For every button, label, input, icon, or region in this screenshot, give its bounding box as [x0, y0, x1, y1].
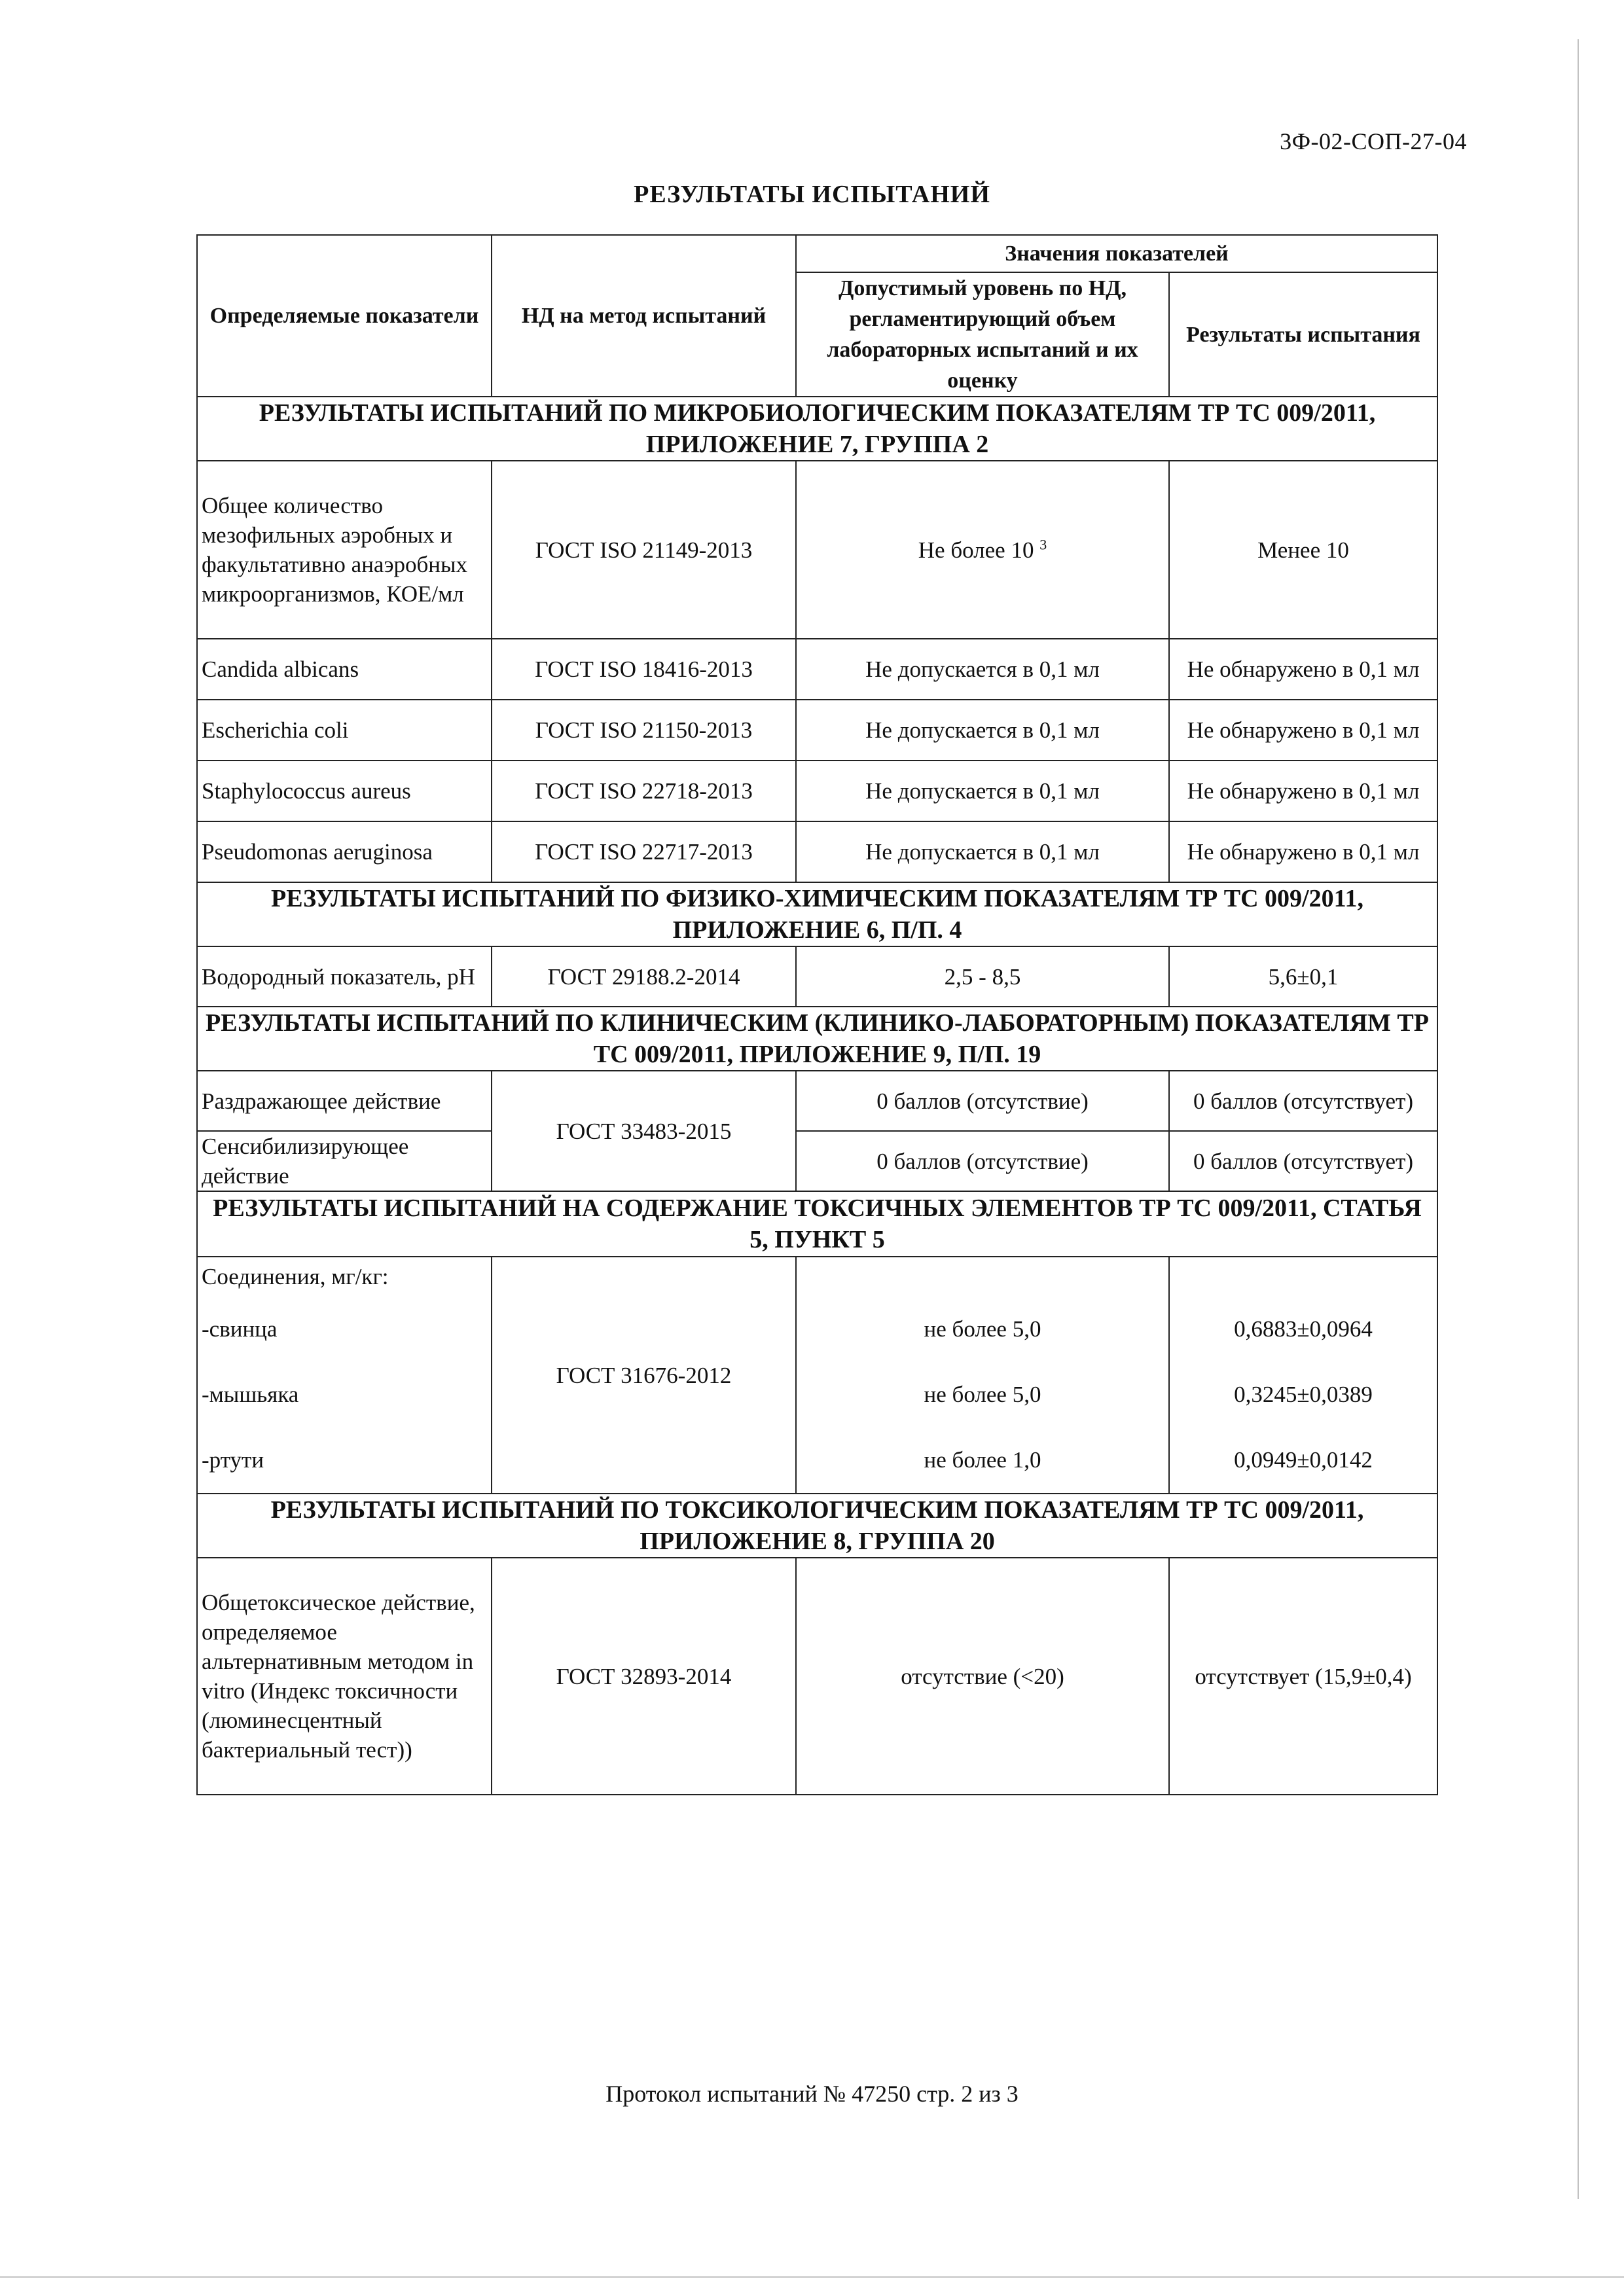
allowed-cell: Не допускается в 0,1 мл: [796, 761, 1169, 821]
result-cell: Менее 10: [1169, 461, 1437, 639]
header-result: Результаты испытания: [1169, 272, 1437, 397]
table-row: [197, 461, 1437, 639]
allowed-cell: [796, 461, 1169, 639]
method-cell: ГОСТ 29188.2-2014: [492, 946, 796, 1007]
results-table: [196, 234, 1438, 1795]
section-title: РЕЗУЛЬТАТЫ ИСПЫТАНИЙ ПО ФИЗИКО-ХИМИЧЕСКИМ ПОКАЗАТЕЛЯМ ТР ТС 009/2011, ПРИЛОЖЕНИЕ 6, П/П. 4: [197, 882, 1437, 946]
table-row: [197, 700, 1437, 761]
indicator-cell: Escherichia coli: [197, 700, 492, 761]
method-cell: ГОСТ 32893-2014: [492, 1558, 796, 1795]
method-cell: ГОСТ ISO 18416-2013: [492, 639, 796, 700]
allowed-value: не более 5,0: [924, 1382, 1041, 1407]
section-physico-chemical: [197, 882, 1437, 946]
table-row: [197, 761, 1437, 821]
header-method: НД на метод испытаний: [492, 235, 796, 397]
section-clinical: [197, 1007, 1437, 1071]
result-cell: 5,6±0,1: [1169, 946, 1437, 1007]
element-label: -мышьяка: [202, 1382, 299, 1407]
allowed-cell: [796, 1257, 1169, 1494]
allowed-cell: 0 баллов (отсутствие): [796, 1071, 1169, 1131]
element-label: -свинца: [202, 1316, 278, 1342]
section-title: РЕЗУЛЬТАТЫ ИСПЫТАНИЙ НА СОДЕРЖАНИЕ ТОКСИЧНЫХ ЭЛЕМЕНТОВ ТР ТС 009/2011, СТАТЬЯ 5, ПУНКТ 5: [197, 1191, 1437, 1257]
result-value: 0,0949±0,0142: [1234, 1447, 1373, 1473]
result-value: 0,3245±0,0389: [1234, 1382, 1373, 1407]
allowed-cell: 2,5 - 8,5: [796, 946, 1169, 1007]
allowed-cell: Не допускается в 0,1 мл: [796, 700, 1169, 761]
indicator-cell: [197, 1257, 492, 1494]
indicator-cell: Раздражающее действие: [197, 1071, 492, 1131]
allowed-cell: Не допускается в 0,1 мл: [796, 821, 1169, 882]
allowed-value: Не более 10: [918, 537, 1034, 563]
table-row: [197, 1558, 1437, 1795]
method-cell: ГОСТ ISO 21149-2013: [492, 461, 796, 639]
table-row: [197, 821, 1437, 882]
result-cell: [1169, 1257, 1437, 1494]
allowed-exponent: 3: [1039, 535, 1047, 552]
result-cell: 0 баллов (отсутствует): [1169, 1131, 1437, 1191]
element-label: -ртути: [202, 1447, 264, 1473]
method-cell: ГОСТ ISO 21150-2013: [492, 700, 796, 761]
indicator-cell: Общее количество мезофильных аэробных и факультативно анаэробных микроорганизмов, КОЕ/мл: [197, 461, 492, 639]
indicator-cell: Candida albicans: [197, 639, 492, 700]
section-title: РЕЗУЛЬТАТЫ ИСПЫТАНИЙ ПО ТОКСИКОЛОГИЧЕСКИМ ПОКАЗАТЕЛЯМ ТР ТС 009/2011, ПРИЛОЖЕНИЕ 8, ГРУППА 20: [197, 1494, 1437, 1558]
page-edge-bottom: [0, 2276, 1624, 2278]
table-row: [197, 1131, 1437, 1191]
group-label: Соединения, мг/кг:: [202, 1264, 389, 1289]
result-cell: Не обнаружено в 0,1 мл: [1169, 639, 1437, 700]
indicator-cell: Staphylococcus aureus: [197, 761, 492, 821]
table-row: [197, 1071, 1437, 1131]
header-indicator: Определяемые показатели: [197, 235, 492, 397]
result-cell: Не обнаружено в 0,1 мл: [1169, 761, 1437, 821]
result-cell: Не обнаружено в 0,1 мл: [1169, 821, 1437, 882]
indicator-cell: Водородный показатель, pH: [197, 946, 492, 1007]
result-value: 0,6883±0,0964: [1234, 1316, 1373, 1342]
table-row: [197, 946, 1437, 1007]
result-cell: Не обнаружено в 0,1 мл: [1169, 700, 1437, 761]
method-cell: ГОСТ 33483-2015: [492, 1071, 796, 1191]
allowed-cell: 0 баллов (отсутствие): [796, 1131, 1169, 1191]
table-row: [197, 639, 1437, 700]
section-title: РЕЗУЛЬТАТЫ ИСПЫТАНИЙ ПО МИКРОБИОЛОГИЧЕСКИМ ПОКАЗАТЕЛЯМ ТР ТС 009/2011, ПРИЛОЖЕНИЕ 7, ГРУППА 2: [197, 397, 1437, 461]
header-values-group: Значения показателей: [796, 235, 1437, 272]
indicator-cell: Pseudomonas aeruginosa: [197, 821, 492, 882]
allowed-cell: отсутствие (<20): [796, 1558, 1169, 1795]
section-title: РЕЗУЛЬТАТЫ ИСПЫТАНИЙ ПО КЛИНИЧЕСКИМ (КЛИНИКО-ЛАБОРАТОРНЫМ) ПОКАЗАТЕЛЯМ ТР ТС 009/2011, ПРИЛОЖЕНИЕ 9, П/П. 19: [197, 1007, 1437, 1071]
indicator-cell: Общетоксическое действие, определяемое альтернативным методом in vitro (Индекс токсичности (люминесцентный бактериальный тест)): [197, 1558, 492, 1795]
section-toxicological: [197, 1494, 1437, 1558]
header-allowed: Допустимый уровень по НД, регламентирующий объем лабораторных испытаний и их оценку: [796, 272, 1169, 397]
section-toxic-elements: [197, 1191, 1437, 1257]
document-title: РЕЗУЛЬТАТЫ ИСПЫТАНИЙ: [634, 181, 990, 208]
allowed-cell: Не допускается в 0,1 мл: [796, 639, 1169, 700]
page-footer: Протокол испытаний № 47250 стр. 2 из 3: [605, 2081, 1019, 2107]
section-microbiology: [197, 397, 1437, 461]
method-cell: ГОСТ ISO 22718-2013: [492, 761, 796, 821]
page-edge-right: [1578, 39, 1579, 2199]
indicator-cell: Сенсибилизирующее действие: [197, 1131, 492, 1191]
header-row-1: [197, 235, 1437, 272]
allowed-value: не более 1,0: [924, 1447, 1041, 1473]
allowed-value: не более 5,0: [924, 1316, 1041, 1342]
method-cell: ГОСТ 31676-2012: [492, 1257, 796, 1494]
result-cell: 0 баллов (отсутствует): [1169, 1071, 1437, 1131]
table-row: [197, 1257, 1437, 1494]
document-code: 3Ф-02-СОП-27-04: [1280, 128, 1467, 154]
result-cell: отсутствует (15,9±0,4): [1169, 1558, 1437, 1795]
method-cell: ГОСТ ISO 22717-2013: [492, 821, 796, 882]
